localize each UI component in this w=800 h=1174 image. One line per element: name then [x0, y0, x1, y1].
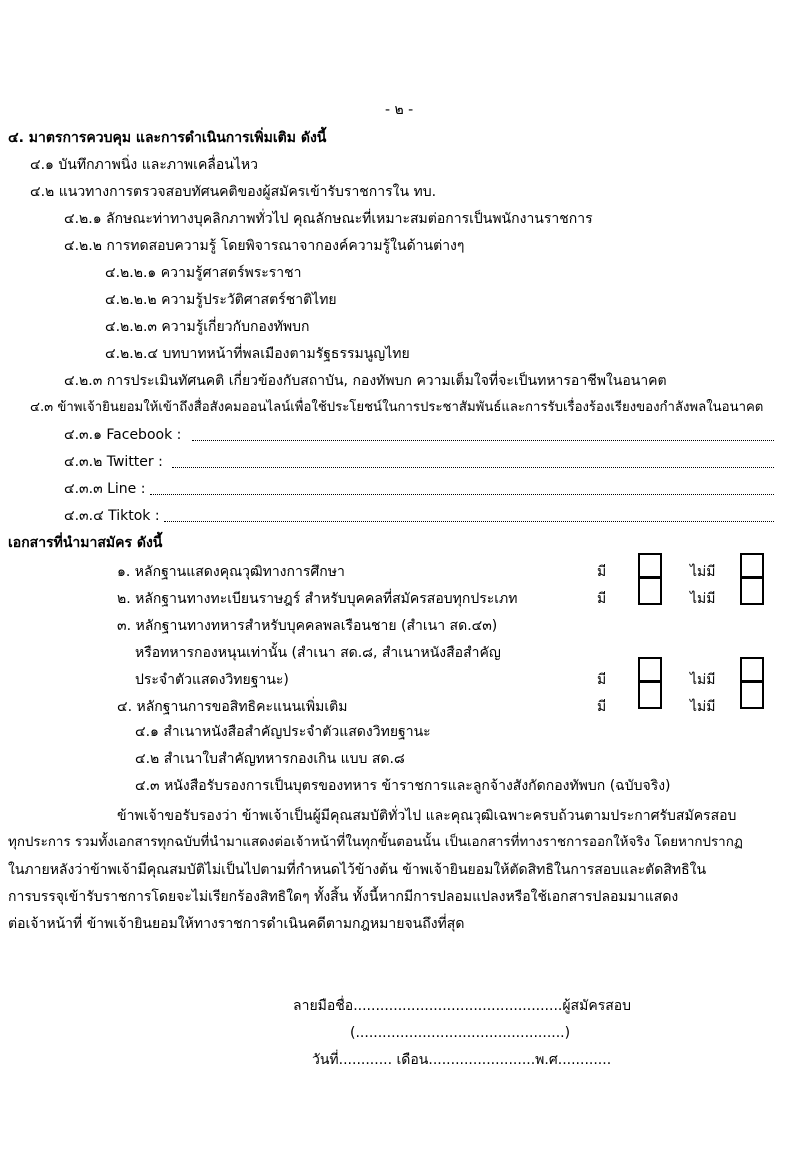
item-4-2-2: ๔.๒.๒ การทดสอบความรู้ โดยพิจารณาจากองค์ความรู้ในด้านต่างๆ	[64, 238, 465, 254]
certification-line-5: ต่อเจ้าหน้าที่ ข้าพเจ้ายินยอมให้ทางราชการดำเนินคดีตามกฎหมายจนถึงที่สุด	[8, 916, 465, 932]
facebook-label: ๔.๓.๑ Facebook :	[64, 427, 182, 443]
certification-line-3: ในภายหลังว่าข้าพเจ้ามีคุณสมบัติไม่เป็นไปตามที่กำหนดไว้ข้างต้น ข้าพเจ้ายินยอมให้ตัดสิทธิในการสอบและตัดสิทธิใน	[8, 862, 707, 878]
facebook-field[interactable]	[192, 440, 774, 441]
item-4-2-3: ๔.๒.๓ การประเมินทัศนคติ เกี่ยวข้องกับสถาบัน, กองทัพบก ความเต็มใจที่จะเป็นทหารอาชีพในอนาคต	[64, 373, 667, 389]
printed-name-line[interactable]: (...............................................)	[350, 1025, 571, 1041]
document-1-yes-label: มี	[597, 564, 607, 580]
document-1-yes-checkbox[interactable]	[638, 553, 662, 579]
line-label: ๔.๓.๓ Line :	[64, 481, 146, 497]
item-4-2-2-2: ๔.๒.๒.๒ ความรู้ประวัติศาสตร์ชาติไทย	[105, 292, 337, 308]
page-number: - ๒ -	[385, 102, 414, 118]
document-3-label-line3: ประจำตัวแสดงวิทยฐานะ)	[135, 672, 289, 688]
line-field[interactable]	[150, 494, 774, 495]
document-2-label: ๒. หลักฐานทางทะเบียนราษฎร์ สำหรับบุคคลที่สมัครสอบทุกประเภท	[117, 591, 518, 607]
certification-line-1: ข้าพเจ้าขอรับรองว่า ข้าพเจ้าเป็นผู้มีคุณสมบัติทั่วไป และคุณวุฒิเฉพาะครบถ้วนตามประกาศรับสมัครสอบ	[117, 808, 737, 824]
tiktok-field[interactable]	[164, 521, 774, 522]
document-4-yes-checkbox[interactable]	[638, 683, 662, 709]
twitter-field[interactable]	[172, 467, 774, 468]
tiktok-label: ๔.๓.๔ Tiktok :	[64, 508, 160, 524]
document-3-label-line1: ๓. หลักฐานทางทหารสำหรับบุคคลพลเรือนชาย (สำเนา สด.๔๓)	[117, 618, 498, 634]
date-line[interactable]: วันที่............ เดือน........................พ.ศ............	[312, 1052, 612, 1068]
document-3-label-line2: หรือทหารกองหนุนเท่านั้น (สำเนา สด.๘, สำเนาหนังสือสำคัญ	[135, 645, 501, 661]
certification-line-4: การบรรจุเข้ารับราชการโดยจะไม่เรียกร้องสิทธิใดๆ ทั้งสิ้น ทั้งนี้หากมีการปลอมแปลงหรือใช้เอกสารปลอมมาแสดง	[8, 889, 679, 905]
document-3-no-label: ไม่มี	[690, 672, 716, 688]
document-1-label: ๑. หลักฐานแสดงคุณวุฒิทางการศึกษา	[117, 564, 345, 580]
document-1-no-label: ไม่มี	[690, 564, 716, 580]
item-4-2-1: ๔.๒.๑ ลักษณะท่าทางบุคลิกภาพทั่วไป คุณลักษณะที่เหมาะสมต่อการเป็นพนักงานราชการ	[64, 211, 593, 227]
document-4-no-checkbox[interactable]	[740, 683, 764, 709]
documents-heading: เอกสารที่นำมาสมัคร ดังนี้	[8, 535, 163, 551]
document-4-2: ๔.๒ สำเนาใบสำคัญทหารกองเกิน แบบ สด.๘	[135, 751, 405, 767]
twitter-label: ๔.๓.๒ Twitter :	[64, 454, 163, 470]
document-2-no-label: ไม่มี	[690, 591, 716, 607]
document-3-yes-checkbox[interactable]	[638, 657, 662, 683]
document-4-3: ๔.๓ หนังสือรับรองการเป็นบุตรของทหาร ข้าราชการและลูกจ้างสังกัดกองทัพบก (ฉบับจริง)	[135, 778, 671, 794]
document-2-yes-label: มี	[597, 591, 607, 607]
document-3-no-checkbox[interactable]	[740, 657, 764, 683]
document-4-no-label: ไม่มี	[690, 699, 716, 715]
signature-line[interactable]: ลายมือชื่อ...............................................ผู้สมัครสอบ	[293, 998, 632, 1014]
document-2-no-checkbox[interactable]	[740, 579, 764, 605]
item-4-2-2-1: ๔.๒.๒.๑ ความรู้ศาสตร์พระราชา	[105, 265, 302, 281]
certification-line-2: ทุกประการ รวมทั้งเอกสารทุกฉบับที่นำมาแสดงต่อเจ้าหน้าที่ในทุกขั้นตอนนั้น เป็นเอกสารที่ทางราชการออกให้จริง โดยหากปรากฏ	[8, 835, 743, 850]
document-3-yes-label: มี	[597, 672, 607, 688]
item-4-2: ๔.๒ แนวทางการตรวจสอบทัศนคติของผู้สมัครเข้ารับราชการใน ทบ.	[30, 184, 437, 200]
item-4-3: ๔.๓ ข้าพเจ้ายินยอมให้เข้าถึงสื่อสังคมออนไลน์เพื่อใช้ประโยชน์ในการประชาสัมพันธ์และการรับเรื่องร้องเรียงของกำลังพลในอนาคต	[30, 400, 764, 415]
section-4-heading: ๔. มาตรการควบคุม และการดำเนินการเพิ่มเติม ดังนี้	[8, 130, 327, 146]
document-1-no-checkbox[interactable]	[740, 553, 764, 579]
document-4-yes-label: มี	[597, 699, 607, 715]
document-4-1: ๔.๑ สำเนาหนังสือสำคัญประจำตัวแสดงวิทยฐานะ	[135, 724, 431, 740]
item-4-2-2-4: ๔.๒.๒.๔ บทบาทหน้าที่พลเมืองตามรัฐธรรมนูญไทย	[105, 346, 410, 362]
item-4-1: ๔.๑ บันทึกภาพนิ่ง และภาพเคลื่อนไหว	[30, 157, 258, 173]
item-4-2-2-3: ๔.๒.๒.๓ ความรู้เกี่ยวกับกองทัพบก	[105, 319, 310, 335]
document-4-label: ๔. หลักฐานการขอสิทธิคะแนนเพิ่มเติม	[117, 699, 348, 715]
document-2-yes-checkbox[interactable]	[638, 579, 662, 605]
